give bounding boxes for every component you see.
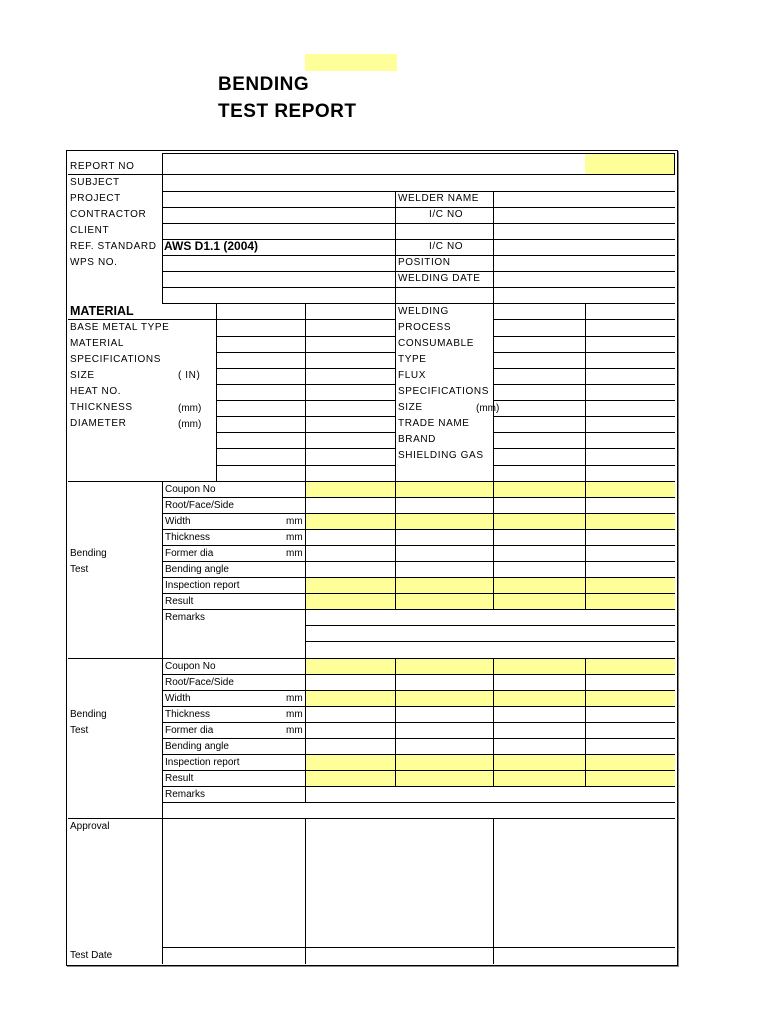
bend2-width-unit: mm (286, 693, 303, 704)
bend1-row-bending-angle: Bending angle (165, 564, 229, 575)
diameter-unit: (mm) (178, 419, 202, 430)
shielding-gas-label: SHIELDING GAS (398, 450, 484, 461)
material-size-label: SIZE (70, 370, 95, 381)
base-metal-type-label: BASE METAL TYPE (70, 322, 170, 333)
wps-no-label: WPS NO. (70, 257, 118, 268)
bend1-row-coupon-no: Coupon No (165, 484, 216, 495)
welding-size-unit: (mm) (476, 403, 500, 414)
bend1-row-former-dia: Former dia (165, 548, 214, 559)
diameter-label: DIAMETER (70, 418, 127, 429)
process-label: PROCESS (398, 322, 452, 333)
test-date-label: Test Date (70, 950, 113, 961)
bend1-row-inspection-report: Inspection report (165, 580, 240, 591)
bend2-row-inspection-report: Inspection report (165, 757, 240, 768)
material-size-unit: ( IN) (178, 370, 201, 381)
material-specifications-label: SPECIFICATIONS (70, 354, 162, 365)
brand-label: BRAND (398, 434, 437, 445)
flux-label: FLUX (398, 370, 426, 381)
bend2-former-dia-unit: mm (286, 725, 303, 736)
approval-label: Approval (70, 821, 110, 832)
bend2-row-width: Width (165, 693, 191, 704)
bend1-coupon-highlight[interactable] (306, 482, 675, 497)
material-label: MATERIAL (70, 338, 125, 349)
bend1-label-line2: Test (70, 564, 89, 575)
bend1-thickness-unit: mm (286, 532, 303, 543)
bend1-width-unit: mm (286, 516, 303, 527)
material-thickness-unit: (mm) (178, 403, 202, 414)
bend2-row-former-dia: Former dia (165, 725, 214, 736)
welding-specifications-label: SPECIFICATIONS (398, 386, 490, 397)
project-label: PROJECT (70, 193, 121, 204)
bend2-row-bending-angle: Bending angle (165, 741, 229, 752)
material-heading: MATERIAL (70, 304, 134, 318)
bend2-coupon-highlight[interactable] (306, 659, 675, 674)
bend1-row-result: Result (165, 596, 194, 607)
contractor-label: CONTRACTOR (70, 209, 147, 220)
report-no-value-box[interactable] (162, 153, 675, 175)
consumable-label: CONSUMABLE (398, 338, 475, 349)
approval-cell-1[interactable] (163, 819, 305, 947)
welding-label: WELDING (398, 306, 449, 317)
ic-no-label-1: I/C NO (429, 209, 464, 220)
bend1-label-line1: Bending (70, 548, 107, 559)
ic-no-label-2: I/C NO (429, 241, 464, 252)
bend2-thickness-unit: mm (286, 709, 303, 720)
bend2-row-remarks: Remarks (165, 789, 206, 800)
bend2-row-thickness: Thickness (165, 709, 211, 720)
ref-standard-label: REF. STANDARD (70, 241, 157, 252)
title-highlight (305, 54, 397, 71)
bend2-row-result: Result (165, 773, 194, 784)
bend2-label-line2: Test (70, 725, 89, 736)
page-title-line2: TEST REPORT (218, 101, 357, 122)
bend1-former-dia-unit: mm (286, 548, 303, 559)
client-label: CLIENT (70, 225, 110, 236)
page-title-line1: BENDING (218, 74, 310, 95)
heat-no-label: HEAT NO. (70, 386, 122, 397)
welding-date-label: WELDING DATE (398, 273, 481, 284)
ref-standard-value: AWS D1.1 (2004) (164, 239, 259, 253)
bend1-row-remarks: Remarks (165, 612, 206, 623)
bend1-width-highlight[interactable] (306, 514, 675, 529)
bend2-width-highlight[interactable] (306, 691, 675, 706)
subject-label: SUBJECT (70, 177, 120, 188)
report-no-label: REPORT NO (70, 161, 135, 172)
trade-name-label: TRADE NAME (398, 418, 470, 429)
welding-size-label: SIZE (398, 402, 423, 413)
approval-cell-2[interactable] (306, 819, 493, 947)
material-thickness-label: THICKNESS (70, 402, 133, 413)
bend2-label-line1: Bending (70, 709, 107, 720)
welder-name-label: WELDER NAME (398, 193, 480, 204)
bend1-row-root-face-side: Root/Face/Side (165, 500, 234, 511)
bend2-row-root-face-side: Root/Face/Side (165, 677, 234, 688)
approval-cell-3[interactable] (494, 819, 675, 947)
bend2-row-coupon-no: Coupon No (165, 661, 216, 672)
type-label: TYPE (398, 354, 427, 365)
bend1-row-thickness: Thickness (165, 532, 211, 543)
position-label: POSITION (398, 257, 451, 268)
bend1-row-width: Width (165, 516, 191, 527)
